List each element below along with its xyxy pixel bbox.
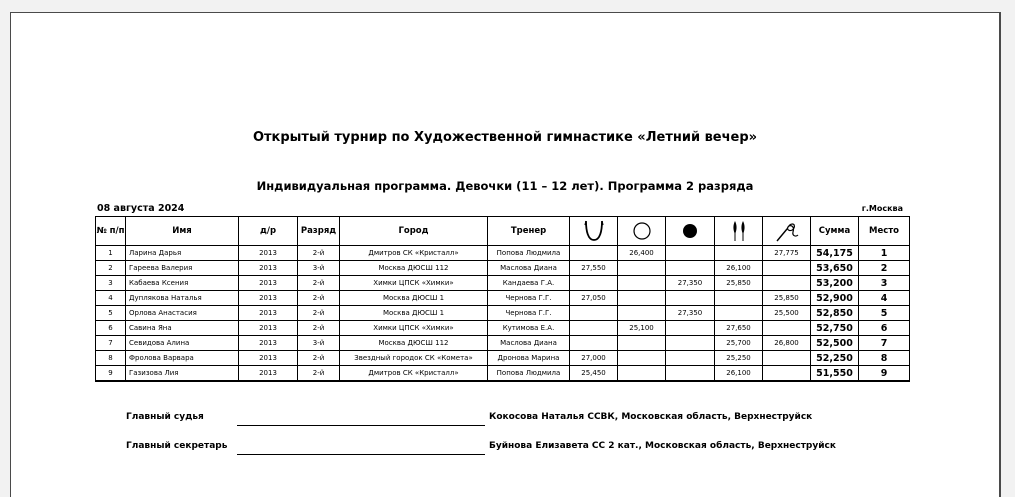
cell-sum: 54,175 [811,246,859,261]
cell-score-ribbon: 25,500 [763,306,811,321]
table-row [96,366,910,382]
cell-num: 9 [96,366,126,382]
cell-city: Звездный городок СК «Комета» [340,351,488,366]
cell-name: Фролова Варвара [126,351,239,366]
header-city: Город [340,217,488,246]
cell-score-ball [666,351,715,366]
cell-score-hoop [618,351,666,366]
table-row [96,291,910,306]
cell-score-clubs: 25,850 [715,276,763,291]
cell-coach: Маслова Диана [488,336,570,351]
cell-score-hoop-rope: 25,450 [570,366,618,382]
cell-coach: Чернова Г.Г. [488,306,570,321]
cell-city: Москва ДЮСШ 112 [340,261,488,276]
cell-num: 3 [96,276,126,291]
cell-score-clubs: 25,700 [715,336,763,351]
cell-score-hoop-rope: 27,550 [570,261,618,276]
cell-name: Гареева Валерия [126,261,239,276]
cell-coach: Чернова Г.Г. [488,291,570,306]
cell-score-hoop-rope: 27,050 [570,291,618,306]
cell-score-ball: 27,350 [666,306,715,321]
table-row [96,246,910,261]
cell-score-hoop-rope [570,306,618,321]
cell-score-clubs: 26,100 [715,261,763,276]
cell-sum: 53,200 [811,276,859,291]
cell-place: 2 [859,261,910,276]
hoop-rope-icon [581,219,607,243]
cell-score-clubs [715,246,763,261]
cell-rank: 2-й [298,321,340,336]
cell-city: Москва ДЮСШ 1 [340,306,488,321]
cell-rank: 2-й [298,276,340,291]
cell-dob: 2013 [239,321,298,336]
cell-coach: Маслова Диана [488,261,570,276]
cell-dob: 2013 [239,306,298,321]
cell-num: 2 [96,261,126,276]
header-coach: Тренер [488,217,570,246]
cell-score-hoop-rope: 27,000 [570,351,618,366]
cell-score-hoop [618,336,666,351]
cell-sum: 53,650 [811,261,859,276]
event-city: г.Москва [861,204,903,213]
cell-score-hoop-rope [570,246,618,261]
cell-score-ball [666,366,715,382]
chief-judge-name: Кокосова Наталья ССВК, Московская область, Верхнеструйск [489,412,813,422]
cell-score-ball [666,336,715,351]
cell-name: Ларина Дарья [126,246,239,261]
cell-score-ribbon [763,276,811,291]
cell-name: Орлова Анастасия [126,306,239,321]
cell-score-clubs [715,291,763,306]
cell-score-clubs [715,306,763,321]
cell-place: 9 [859,366,910,382]
cell-score-hoop [618,261,666,276]
cell-rank: 2-й [298,366,340,382]
cell-rank: 2-й [298,351,340,366]
cell-score-clubs: 25,250 [715,351,763,366]
hoop-icon [631,220,653,242]
document-subtitle: Индивидуальная программа. Девочки (11 – 12 лет). Программа 2 разряда [256,179,754,193]
table-row [96,336,910,351]
cell-num: 4 [96,291,126,306]
cell-name: Дуплякова Наталья [126,291,239,306]
cell-dob: 2013 [239,291,298,306]
cell-num: 8 [96,351,126,366]
cell-place: 8 [859,351,910,366]
results-body [96,246,910,382]
header-apparatus-3 [666,217,715,246]
cell-sum: 52,500 [811,336,859,351]
cell-coach: Попова Людмила [488,246,570,261]
cell-score-ribbon [763,366,811,382]
chief-judge-signature-line [237,425,485,426]
cell-place: 4 [859,291,910,306]
cell-name: Савина Яна [126,321,239,336]
cell-city: Химки ЦПСК «Химки» [340,321,488,336]
header-apparatus-5 [763,217,811,246]
cell-num: 7 [96,336,126,351]
chief-secretary-signature-line [237,454,485,455]
cell-score-clubs: 26,100 [715,366,763,382]
cell-coach: Кутимова Е.А. [488,321,570,336]
cell-sum: 51,550 [811,366,859,382]
cell-num: 5 [96,306,126,321]
table-header-row [96,217,910,246]
cell-score-hoop-rope [570,276,618,291]
table-row [96,351,910,366]
cell-score-hoop [618,291,666,306]
table-row [96,306,910,321]
header-rank: Разряд [298,217,340,246]
cell-sum: 52,900 [811,291,859,306]
cell-name: Кабаева Ксения [126,276,239,291]
chief-secretary-label: Главный секретарь [126,441,228,451]
cell-num: 6 [96,321,126,336]
cell-rank: 2-й [298,246,340,261]
cell-place: 7 [859,336,910,351]
cell-score-ball [666,261,715,276]
cell-rank: 3-й [298,261,340,276]
cell-score-ball [666,321,715,336]
header-apparatus-1 [570,217,618,246]
cell-place: 5 [859,306,910,321]
ball-icon [679,220,701,242]
cell-score-hoop [618,366,666,382]
table-row [96,276,910,291]
cell-score-ribbon: 27,775 [763,246,811,261]
header-name: Имя [126,217,239,246]
cell-score-hoop-rope [570,321,618,336]
cell-dob: 2013 [239,366,298,382]
document-page [10,12,1001,497]
cell-score-ribbon [763,321,811,336]
cell-rank: 2-й [298,306,340,321]
cell-dob: 2013 [239,351,298,366]
results-table [95,216,910,382]
cell-name: Севидова Алина [126,336,239,351]
cell-coach: Попова Людмила [488,366,570,382]
cell-score-ribbon [763,351,811,366]
cell-score-ribbon [763,261,811,276]
cell-sum: 52,750 [811,321,859,336]
event-date: 08 августа 2024 [97,203,185,214]
cell-sum: 52,850 [811,306,859,321]
cell-dob: 2013 [239,261,298,276]
cell-coach: Дронова Марина [488,351,570,366]
cell-dob: 2013 [239,276,298,291]
chief-secretary-name: Буйнова Елизавета СС 2 кат., Московская область, Верхнеструйск [489,441,836,451]
table-row [96,261,910,276]
header-apparatus-4 [715,217,763,246]
cell-coach: Кандаева Г.А. [488,276,570,291]
cell-score-ball: 27,350 [666,276,715,291]
cell-score-hoop [618,276,666,291]
cell-dob: 2013 [239,246,298,261]
cell-dob: 2013 [239,336,298,351]
cell-score-clubs: 27,650 [715,321,763,336]
cell-score-hoop [618,306,666,321]
document-title: Открытый турнир по Художественной гимнастике «Летний вечер» [252,130,758,145]
cell-place: 1 [859,246,910,261]
cell-city: Дмитров СК «Кристалл» [340,246,488,261]
cell-score-hoop: 25,100 [618,321,666,336]
cell-score-hoop: 26,400 [618,246,666,261]
chief-judge-label: Главный судья [126,412,204,422]
cell-score-ball [666,246,715,261]
cell-place: 6 [859,321,910,336]
cell-city: Химки ЦПСК «Химки» [340,276,488,291]
header-place: Место [859,217,910,246]
cell-score-ribbon: 25,850 [763,291,811,306]
cell-city: Дмитров СК «Кристалл» [340,366,488,382]
cell-score-ribbon: 26,800 [763,336,811,351]
header-sum: Сумма [811,217,859,246]
cell-name: Газизова Лия [126,366,239,382]
clubs-icon [728,219,750,243]
header-apparatus-2 [618,217,666,246]
header-dob: д/р [239,217,298,246]
cell-score-hoop-rope [570,336,618,351]
cell-num: 1 [96,246,126,261]
cell-score-ball [666,291,715,306]
cell-city: Москва ДЮСШ 1 [340,291,488,306]
table-row [96,321,910,336]
cell-rank: 3-й [298,336,340,351]
ribbon-icon [774,219,800,243]
cell-city: Москва ДЮСШ 112 [340,336,488,351]
header-num: № п/п [96,217,126,246]
cell-sum: 52,250 [811,351,859,366]
cell-rank: 2-й [298,291,340,306]
cell-place: 3 [859,276,910,291]
